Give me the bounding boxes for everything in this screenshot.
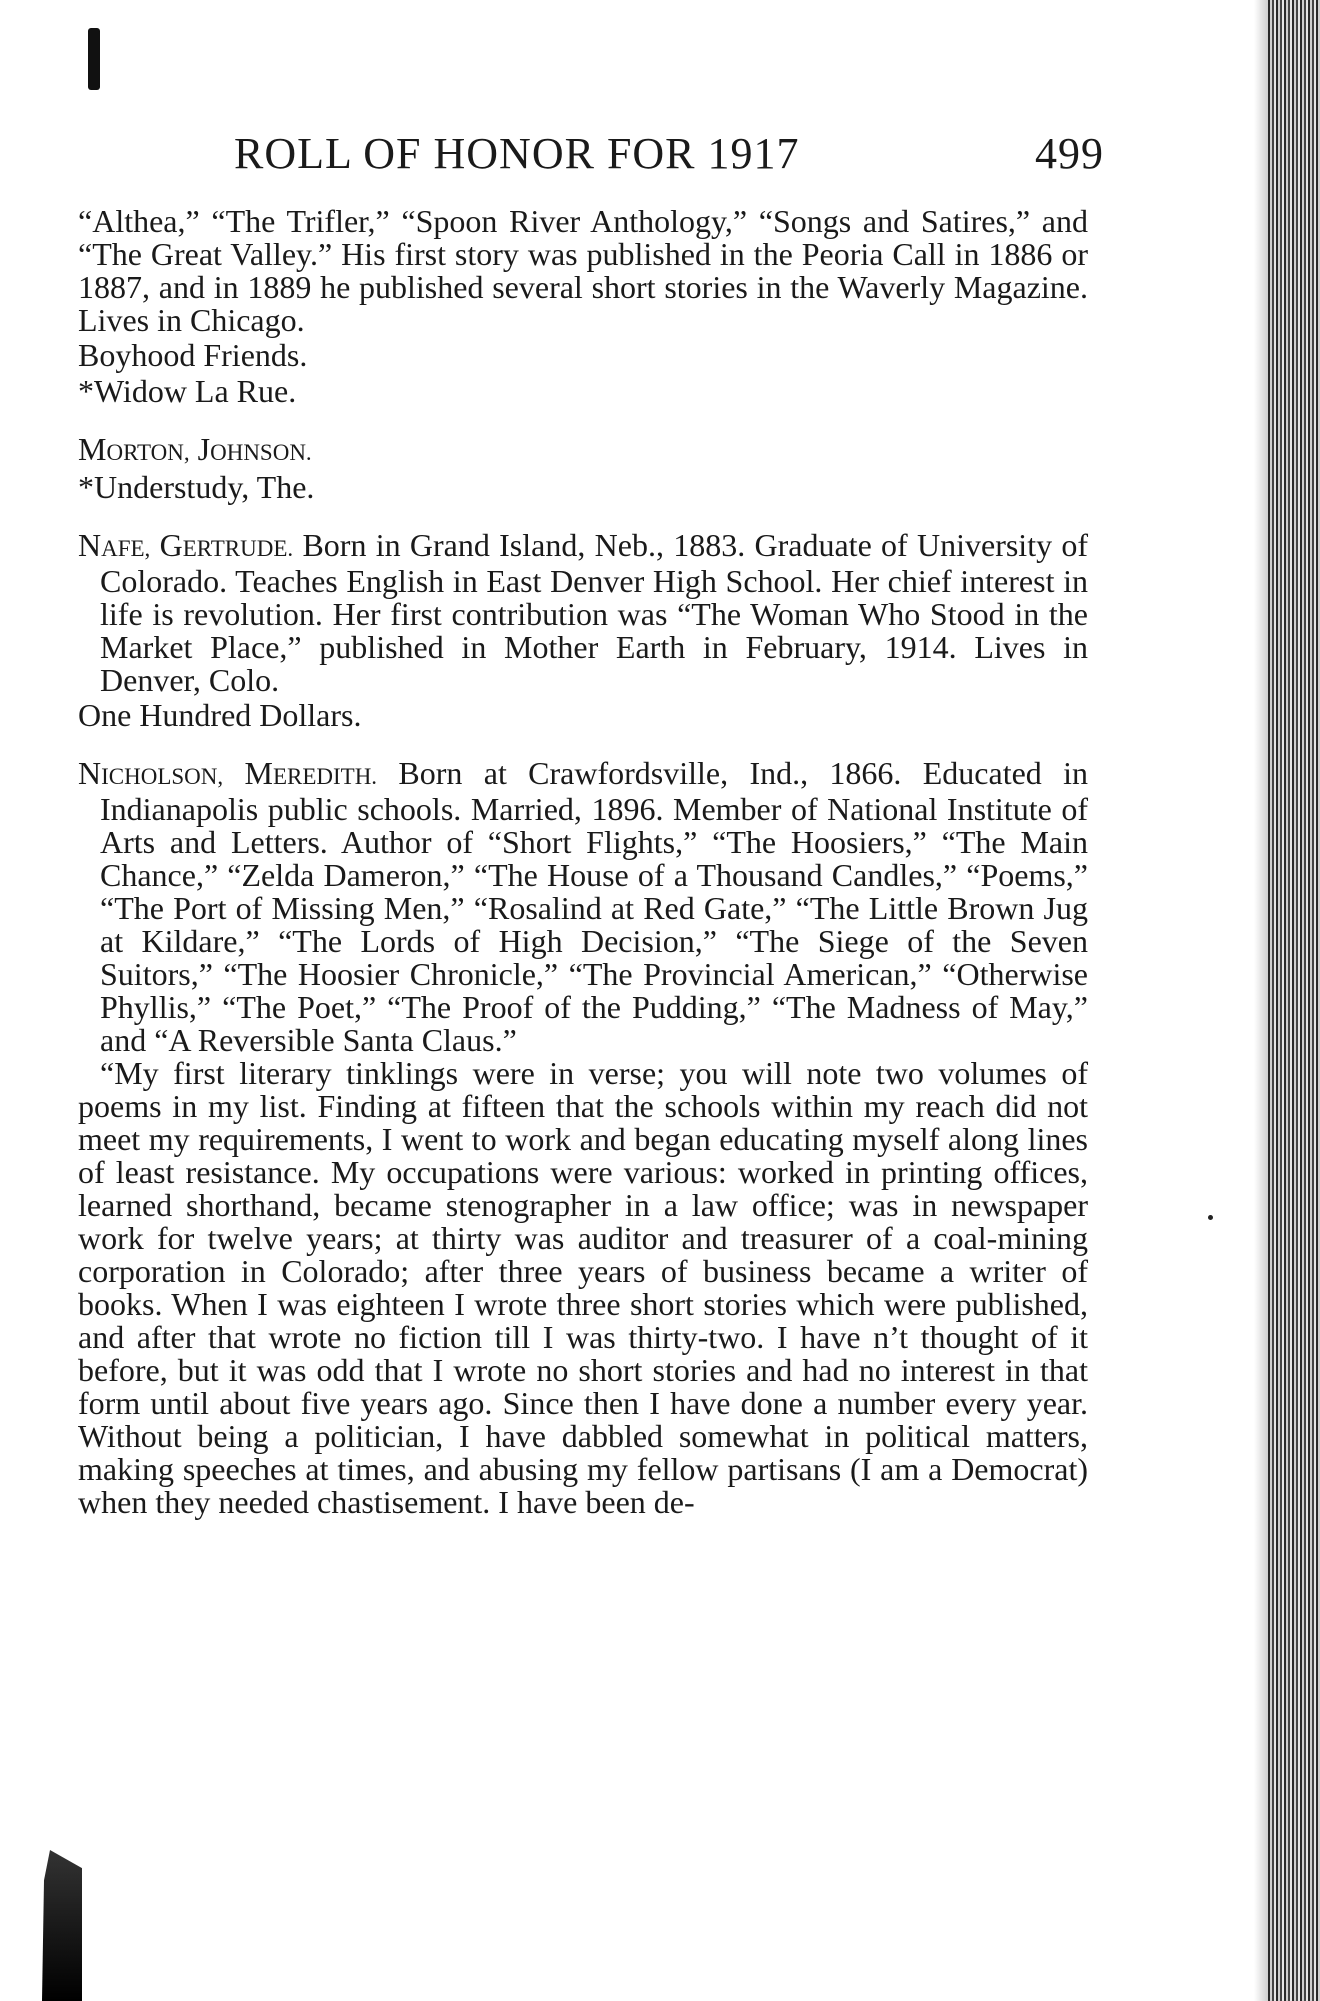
- entry-bio: [78, 529, 1088, 697]
- entry-masters: [78, 205, 1088, 409]
- work-title: One Hundred Dollars.: [78, 697, 362, 733]
- entry-bio-continuation: “Althea,” “The Trifler,” “Spoon River Anthology,” “Songs and Satires,” and “The Great Valley.” His first story was published in the Peoria Call in 1886 or 1887, and in 1889 he published several short stories in the Waverly Magazine. Lives in Chicago.: [78, 203, 1088, 338]
- author-name: NAFE, GERTRUDE.: [78, 527, 294, 563]
- entry-heading: [78, 433, 1088, 469]
- scan-edge-gutter: [1268, 0, 1320, 2001]
- author-name: NICHOLSON, MEREDITH.: [78, 755, 378, 791]
- entry-nicholson: [78, 757, 1088, 1519]
- author-quote: “My first literary tinklings were in verse; you will note two volumes of poems in my list. Finding at fifteen that the schools within my reach did not meet my requirements, I went to work and began educating myself along lines of least resistance. My occupations were various: worked in printing offices, learned shorthand, became stenographer in a law office; was in newspaper work for twelve years; at thirty was auditor and treasurer of a coal-mining corporation in Colorado; after three years of business became a writer of books. When I was eighteen I wrote three short stories which were published, and after that wrote no fiction till I was thirty-two. I have n’t thought of it before, but it was odd that I wrote no short stories and had no interest in that form until about five years ago. Since then I have done a number every year. Without being a politician, I have dabbled somewhat in political matters, making speeches at times, and abusing my fellow partisans (I am a Democrat) when they needed chastisement. I have been de-: [78, 1055, 1088, 1520]
- author-bio: Born in Grand Island, Neb., 1883. Graduate of University of Colorado. Teaches English in East Denver High School. Her chief interest in life is revolution. Her first contribution was “The Woman Who Stood in the Market Place,” published in Mother Earth in February, 1914. Lives in Denver, Colo.: [100, 527, 1089, 698]
- scan-speck: [1208, 1215, 1213, 1220]
- entry-morton: [78, 433, 1088, 505]
- work-title: *Widow La Rue.: [78, 373, 297, 409]
- work-title: *Understudy, The.: [78, 469, 315, 505]
- page-number: 499: [1035, 129, 1104, 178]
- author-name: MORTON, JOHNSON.: [78, 431, 312, 467]
- scan-mark-top: [88, 28, 100, 90]
- running-header: [234, 128, 1104, 188]
- author-bio: Born at Crawfordsville, Ind., 1866. Educated in Indianapolis public schools. Married, 1896. Member of National Institute of Arts and Letters. Author of “Short Flights,” “The Hoosiers,” “The Main Chance,” “Zelda Dameron,” “The House of a Thousand Candles,” “Poems,” “The Port of Missing Men,” “Rosalind at Red Gate,” “The Little Brown Jug at Kildare,” “The Lords of High Decision,” “The Siege of the Seven Suitors,” “The Hoosier Chronicle,” “The Provincial American,” “Otherwise Phyllis,” “The Poet,” “The Proof of the Pudding,” “The Madness of May,” and “A Reversible Santa Claus.”: [100, 755, 1089, 1058]
- page-body: [78, 205, 1088, 1543]
- header-title: ROLL OF HONOR FOR 1917: [234, 129, 800, 178]
- entry-bio: [78, 757, 1088, 1057]
- entry-nafe: [78, 529, 1088, 733]
- scan-mark-bottom: [42, 1850, 82, 2001]
- work-title: Boyhood Friends.: [78, 337, 308, 373]
